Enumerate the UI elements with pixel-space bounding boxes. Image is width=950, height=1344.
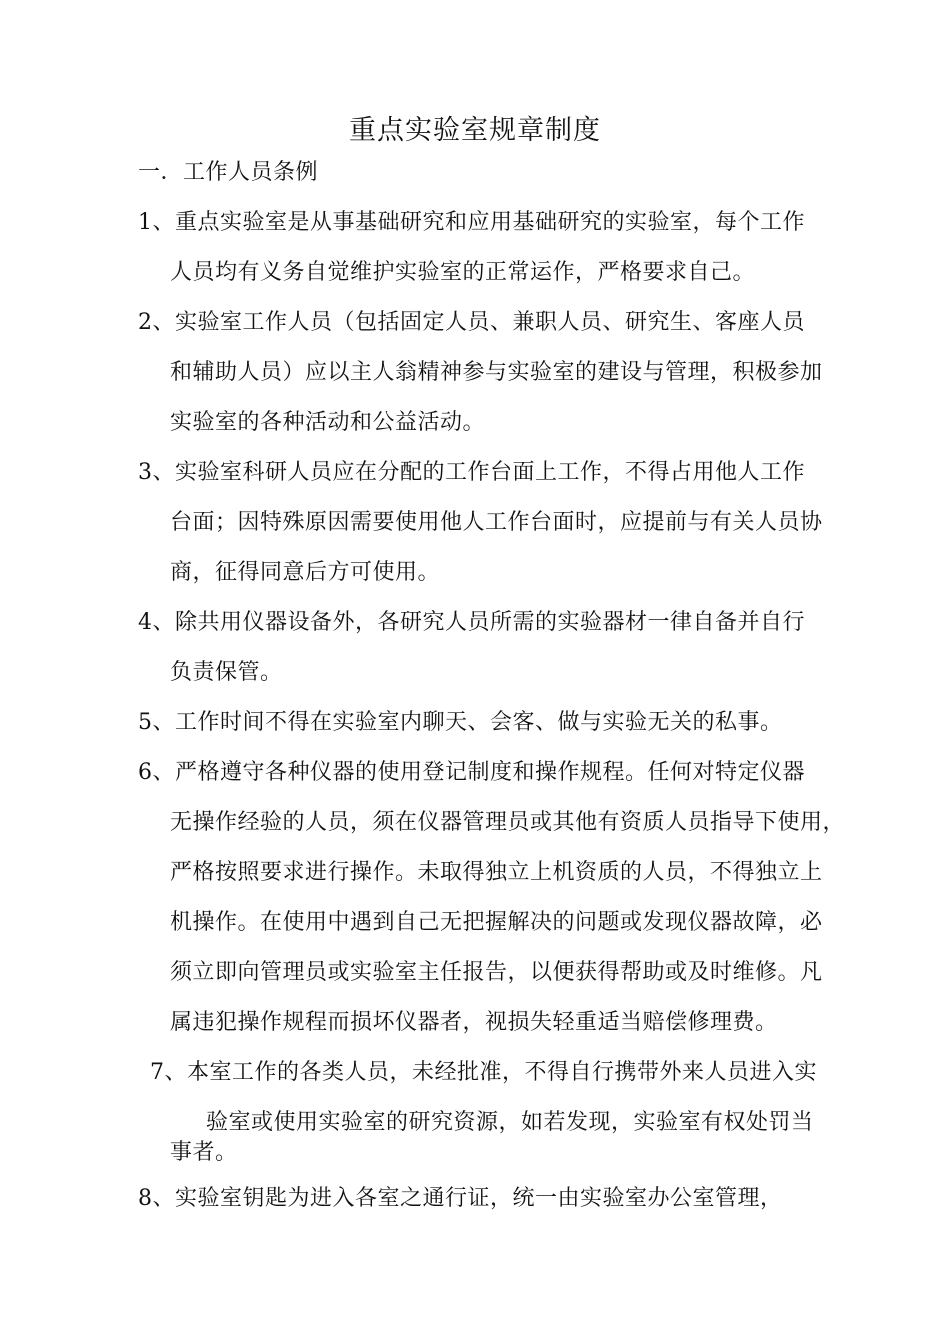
rule-item-4-line-2: 负责保管。 [170, 660, 283, 685]
rule-item-3-line-1: 3、实验室科研人员应在分配的工作台面上工作，不得占用他人工作 [138, 460, 805, 485]
rule-item-1-line-1: 1、重点实验室是从事基础研究和应用基础研究的实验室，每个工作 [138, 210, 805, 235]
rule-item-6-line-5: 须立即向管理员或实验室主任报告，以便获得帮助或及时维修。凡 [170, 960, 823, 985]
rule-item-6-line-6: 属违犯操作规程而损坏仪器者，视损失轻重适当赔偿修理费。 [170, 1010, 778, 1035]
rule-item-7-line-3: 事者。 [170, 1140, 238, 1165]
rule-item-2-line-1: 2、实验室工作人员（包括固定人员、兼职人员、研究生、客座人员 [138, 310, 805, 335]
rule-item-6-line-3: 严格按照要求进行操作。未取得独立上机资质的人员，不得独立上 [170, 860, 823, 885]
rule-item-6-line-4: 机操作。在使用中遇到自己无把握解决的问题或发现仪器故障，必 [170, 910, 823, 935]
rule-item-6-line-2: 无操作经验的人员，须在仪器管理员或其他有资质人员指导下使用， [170, 810, 846, 835]
rule-item-3-line-3: 商，征得同意后方可使用。 [170, 560, 441, 585]
rule-item-5-line-1: 5、工作时间不得在实验室内聊天、会客、做与实验无关的私事。 [138, 710, 783, 735]
document-title: 重点实验室规章制度 [349, 115, 601, 146]
rule-item-6-line-1: 6、严格遵守各种仪器的使用登记制度和操作规程。任何对特定仪器 [138, 760, 805, 785]
rule-item-2-line-3: 实验室的各种活动和公益活动。 [170, 410, 486, 435]
section-heading: 一．工作人员条例 [138, 160, 319, 185]
rule-item-2-line-2: 和辅助人员）应以主人翁精神参与实验室的建设与管理，积极参加 [170, 360, 823, 385]
rule-item-1-line-2: 人员均有义务自觉维护实验室的正常运作，严格要求自己。 [170, 260, 756, 285]
rule-item-3-line-2: 台面；因特殊原因需要使用他人工作台面时，应提前与有关人员协 [170, 510, 823, 535]
rule-item-8-line-1: 8、实验室钥匙为进入各室之通行证，统一由实验室办公室管理， [138, 1186, 783, 1211]
rule-item-4-line-1: 4、除共用仪器设备外，各研究人员所需的实验器材一律自备并自行 [138, 610, 805, 635]
rule-item-7-line-2: 验室或使用实验室的研究资源，如若发现，实验室有权处罚当 [206, 1110, 814, 1135]
rule-item-7-line-1: 7、本室工作的各类人员，未经批准，不得自行携带外来人员进入实 [150, 1060, 817, 1085]
